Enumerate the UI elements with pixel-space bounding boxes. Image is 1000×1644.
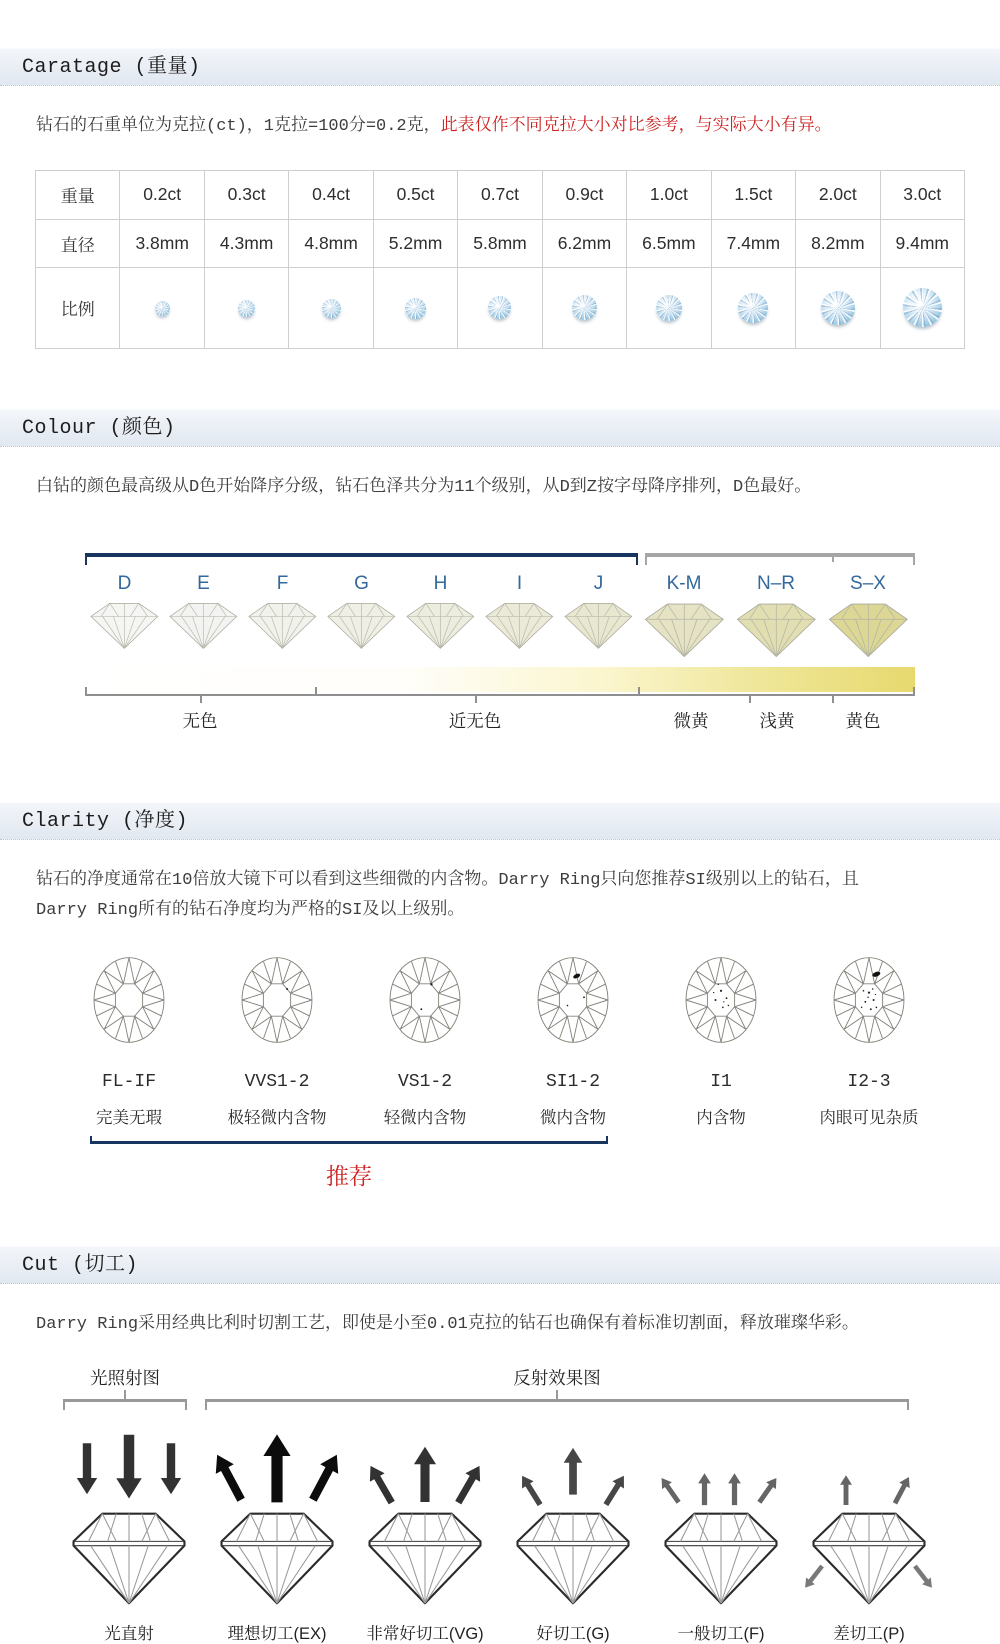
section-header-cut — [0, 1246, 1000, 1284]
clarity-code: I2-3 — [847, 1071, 891, 1092]
diameter-cell: 6.2mm — [542, 219, 626, 267]
clarity-intro-line2: Darry Ring所有的钻石净度均为严格的SI及以上级别。 — [36, 901, 465, 921]
diameter-cell: 5.2mm — [373, 219, 457, 267]
group-label-light-yellow: 浅黄 — [759, 711, 795, 732]
tick — [124, 1390, 126, 1399]
round-diamond-icon — [405, 298, 426, 319]
scale-row — [36, 267, 965, 348]
grade-label: H — [433, 572, 448, 594]
tick — [913, 687, 915, 696]
cut-diamond-icon — [805, 1503, 933, 1610]
down-arrow-icon — [75, 1434, 99, 1504]
colour-group-labels — [85, 708, 915, 738]
up-arrow-icon — [300, 1444, 350, 1510]
diamond-side-icon — [642, 599, 727, 660]
tick — [832, 694, 834, 703]
clarity-wireframe-icon — [675, 948, 767, 1052]
round-diamond-icon — [656, 295, 682, 321]
clarity-grade-vs — [351, 948, 499, 1128]
weight-cell: 0.7ct — [458, 170, 542, 219]
clarity-intro — [36, 866, 956, 926]
cut-title: Cut (切工) — [22, 1253, 139, 1277]
clarity-grade-i1 — [647, 948, 795, 1128]
colour-grade-f — [243, 571, 322, 660]
clarity-title: Clarity (净度) — [22, 810, 189, 834]
clarity-wireframe-icon — [231, 948, 323, 1052]
colour-bracket-row — [85, 553, 915, 567]
clarity-wireframe-icon — [527, 948, 619, 1052]
yellow-tint-gradient-bar — [85, 667, 915, 692]
clarity-grade-vvs — [203, 948, 351, 1128]
scale-cell — [204, 267, 288, 348]
cut-fig-very-good — [351, 1428, 499, 1610]
tick — [556, 1390, 558, 1399]
scale-cell — [458, 267, 542, 348]
scale-cell — [289, 267, 373, 348]
cut-diagram — [55, 1366, 945, 1644]
group-label-faint-yellow: 微黄 — [673, 711, 709, 732]
bracket-bar — [63, 1399, 187, 1410]
top-spacer — [0, 0, 1000, 48]
clarity-grade-si — [499, 948, 647, 1128]
round-diamond-icon — [903, 288, 942, 327]
clarity-name: 极轻微内含物 — [227, 1108, 327, 1127]
grade-label: S–X — [850, 572, 886, 594]
weight-cell: 2.0ct — [796, 170, 880, 219]
clarity-code: VVS1-2 — [244, 1071, 310, 1092]
colour-grade-j — [559, 571, 638, 660]
cut-fig-excellent — [203, 1428, 351, 1610]
weight-cell: 0.4ct — [289, 170, 373, 219]
clarity-name: 肉眼可见杂质 — [819, 1108, 919, 1127]
caratage-intro — [36, 112, 956, 142]
clarity-wireframe-icon — [823, 948, 915, 1052]
gap — [0, 1202, 1000, 1246]
gap — [0, 349, 1000, 409]
clarity-code: SI1-2 — [545, 1071, 600, 1092]
down-arrow-icon — [159, 1434, 183, 1504]
clarity-name: 完美无瑕 — [96, 1108, 162, 1127]
cut-fig-direct-light — [55, 1428, 203, 1610]
cut-fig-fair — [647, 1428, 795, 1610]
colour-grade-nr — [730, 571, 822, 660]
colour-grade-d — [85, 571, 164, 660]
diamond-side-icon — [246, 599, 319, 651]
diameter-cell: 7.4mm — [711, 219, 795, 267]
colour-title: Colour (颜色) — [22, 416, 176, 440]
cut-labels-row — [55, 1620, 945, 1644]
caratage-intro-note: 此表仅作不同克拉大小对比参考，与实际大小有异。 — [440, 117, 832, 136]
scale-cell — [373, 267, 457, 348]
caratage-title: Caratage (重量) — [22, 56, 201, 79]
cut-label-vg: 非常好切工(VG) — [366, 1624, 484, 1643]
colour-intro: 白钻的颜色最高级从D色开始降序分级，钻石色泽共分为11个级别，从D到Z按字母降序排列，D色最好。 — [36, 477, 812, 497]
cut-fig-good — [499, 1428, 647, 1610]
clarity-recommend-zone — [55, 1136, 945, 1202]
cut-intro: Darry Ring采用经典比利时切割工艺，即使是小至0.01克拉的钻石也确保有着标准切割面，释放璀璨华彩。 — [36, 1314, 859, 1334]
round-diamond-icon — [238, 300, 255, 317]
group-label-yellow: 黄色 — [845, 711, 881, 732]
grade-label: F — [276, 572, 289, 594]
weight-cell: 0.2ct — [120, 170, 204, 219]
colour-grade-km — [638, 571, 730, 660]
gap — [0, 738, 1000, 802]
diamond-side-icon — [562, 599, 635, 651]
round-diamond-icon — [738, 293, 768, 323]
row-header-weight: 重量 — [36, 170, 120, 219]
cut-diamond-icon — [657, 1503, 785, 1610]
colourless-range-bracket — [85, 553, 638, 565]
colour-grade-i — [480, 571, 559, 660]
group-label-colorless: 无色 — [182, 711, 218, 732]
diameter-cell: 8.2mm — [796, 219, 880, 267]
colour-grade-h — [401, 571, 480, 660]
light-source-label: 光照射图 — [90, 1367, 160, 1388]
colour-grade-sx — [822, 571, 914, 660]
down-arrow-icon — [114, 1426, 144, 1508]
grade-label: G — [354, 572, 369, 594]
colour-group-line — [85, 694, 915, 696]
cut-label-direct: 光直射 — [104, 1624, 154, 1643]
grade-label: J — [593, 572, 604, 594]
diamond-side-icon — [483, 599, 556, 651]
section-header-caratage — [0, 48, 1000, 86]
cut-figures-row — [55, 1428, 945, 1610]
weight-row — [36, 170, 965, 219]
grade-label: D — [117, 572, 132, 594]
scale-cell — [711, 267, 795, 348]
cut-label-ex: 理想切工(EX) — [227, 1624, 327, 1643]
weight-cell: 0.5ct — [373, 170, 457, 219]
diameter-cell: 3.8mm — [120, 219, 204, 267]
up-arrow-icon — [412, 1440, 438, 1508]
up-arrow-icon — [204, 1444, 254, 1510]
diameter-cell: 6.5mm — [627, 219, 711, 267]
clarity-grade-row — [55, 948, 945, 1128]
round-diamond-icon — [488, 296, 511, 319]
scale-cell — [542, 267, 626, 348]
diameter-cell: 5.8mm — [458, 219, 542, 267]
tick — [638, 687, 640, 696]
cut-label-f: 一般切工(F) — [677, 1624, 765, 1643]
clarity-grade-fl-if — [55, 948, 203, 1128]
tick — [749, 694, 751, 703]
colour-grade-row — [85, 571, 915, 660]
colour-grade-e — [164, 571, 243, 660]
group-label-near-colorless: 近无色 — [448, 711, 502, 732]
grade-label: E — [197, 572, 210, 594]
clarity-name: 内含物 — [696, 1108, 746, 1127]
weight-cell: 1.5ct — [711, 170, 795, 219]
clarity-code: I1 — [710, 1071, 732, 1092]
cut-diamond-icon — [361, 1503, 489, 1610]
clarity-grade-i23 — [795, 948, 943, 1128]
tick — [315, 687, 317, 696]
clarity-name: 微内含物 — [540, 1108, 606, 1127]
clarity-wireframe-icon — [83, 948, 175, 1052]
cut-label-g: 好切工(G) — [536, 1624, 610, 1643]
weight-cell: 1.0ct — [627, 170, 711, 219]
scale-cell — [880, 267, 964, 348]
diameter-cell: 4.3mm — [204, 219, 288, 267]
grade-label: N–R — [756, 572, 795, 594]
bracket-bar — [205, 1399, 909, 1410]
section-header-clarity — [0, 802, 1000, 840]
diameter-row — [36, 219, 965, 267]
carat-size-table — [35, 170, 965, 349]
diamond-side-icon — [325, 599, 398, 651]
tick — [475, 694, 477, 703]
up-arrow-icon — [562, 1432, 584, 1510]
scale-cell — [796, 267, 880, 348]
cut-diamond-icon — [65, 1503, 193, 1610]
tick — [85, 687, 87, 696]
clarity-code: FL-IF — [101, 1071, 156, 1092]
scale-cell — [120, 267, 204, 348]
colour-grade-g — [322, 571, 401, 660]
weight-cell: 0.9ct — [542, 170, 626, 219]
bracket-tick — [832, 553, 834, 562]
grade-label: K-M — [666, 572, 702, 594]
caratage-intro-text: 钻石的石重单位为克拉(ct)，1克拉=100分=0.2克， — [36, 117, 441, 136]
weight-cell: 0.3ct — [204, 170, 288, 219]
diamond-side-icon — [167, 599, 240, 651]
round-diamond-icon — [322, 299, 341, 318]
round-diamond-icon — [155, 301, 170, 316]
recommend-label: 推荐 — [326, 1162, 372, 1189]
clarity-name: 轻微内含物 — [383, 1108, 467, 1127]
reflection-bracket — [205, 1366, 909, 1410]
diamond-side-icon — [404, 599, 477, 651]
clarity-wireframe-icon — [379, 948, 471, 1052]
scale-cell — [627, 267, 711, 348]
round-diamond-icon — [821, 291, 855, 325]
row-header-diameter: 直径 — [36, 219, 120, 267]
grade-label: I — [516, 572, 523, 594]
tick — [200, 694, 202, 703]
cut-diamond-icon — [213, 1503, 341, 1610]
cut-fig-poor — [795, 1428, 943, 1610]
diamond-side-icon — [734, 599, 819, 660]
round-diamond-icon — [572, 295, 597, 320]
cut-label-p: 差切工(P) — [833, 1624, 905, 1643]
colour-scale-diagram — [85, 553, 915, 739]
row-header-scale: 比例 — [36, 267, 120, 348]
recommended-range-bracket — [90, 1136, 608, 1144]
clarity-diagram — [55, 948, 945, 1202]
diamond-side-icon — [88, 599, 161, 651]
tinted-range-bracket — [645, 553, 915, 565]
cut-diamond-icon — [509, 1503, 637, 1610]
light-source-bracket — [63, 1366, 187, 1410]
cut-bracket-row — [55, 1366, 945, 1424]
weight-cell: 3.0ct — [880, 170, 964, 219]
clarity-intro-line1: 钻石的净度通常在10倍放大镜下可以看到这些细微的内含物。Darry Ring只向您推荐SI级别以上的钻石，且 — [36, 871, 859, 891]
clarity-code: VS1-2 — [397, 1071, 452, 1092]
diamond-side-icon — [826, 599, 911, 660]
section-header-colour — [0, 409, 1000, 447]
up-arrow-icon — [261, 1426, 293, 1510]
reflection-label: 反射效果图 — [513, 1367, 601, 1388]
diameter-cell: 9.4mm — [880, 219, 964, 267]
diameter-cell: 4.8mm — [289, 219, 373, 267]
